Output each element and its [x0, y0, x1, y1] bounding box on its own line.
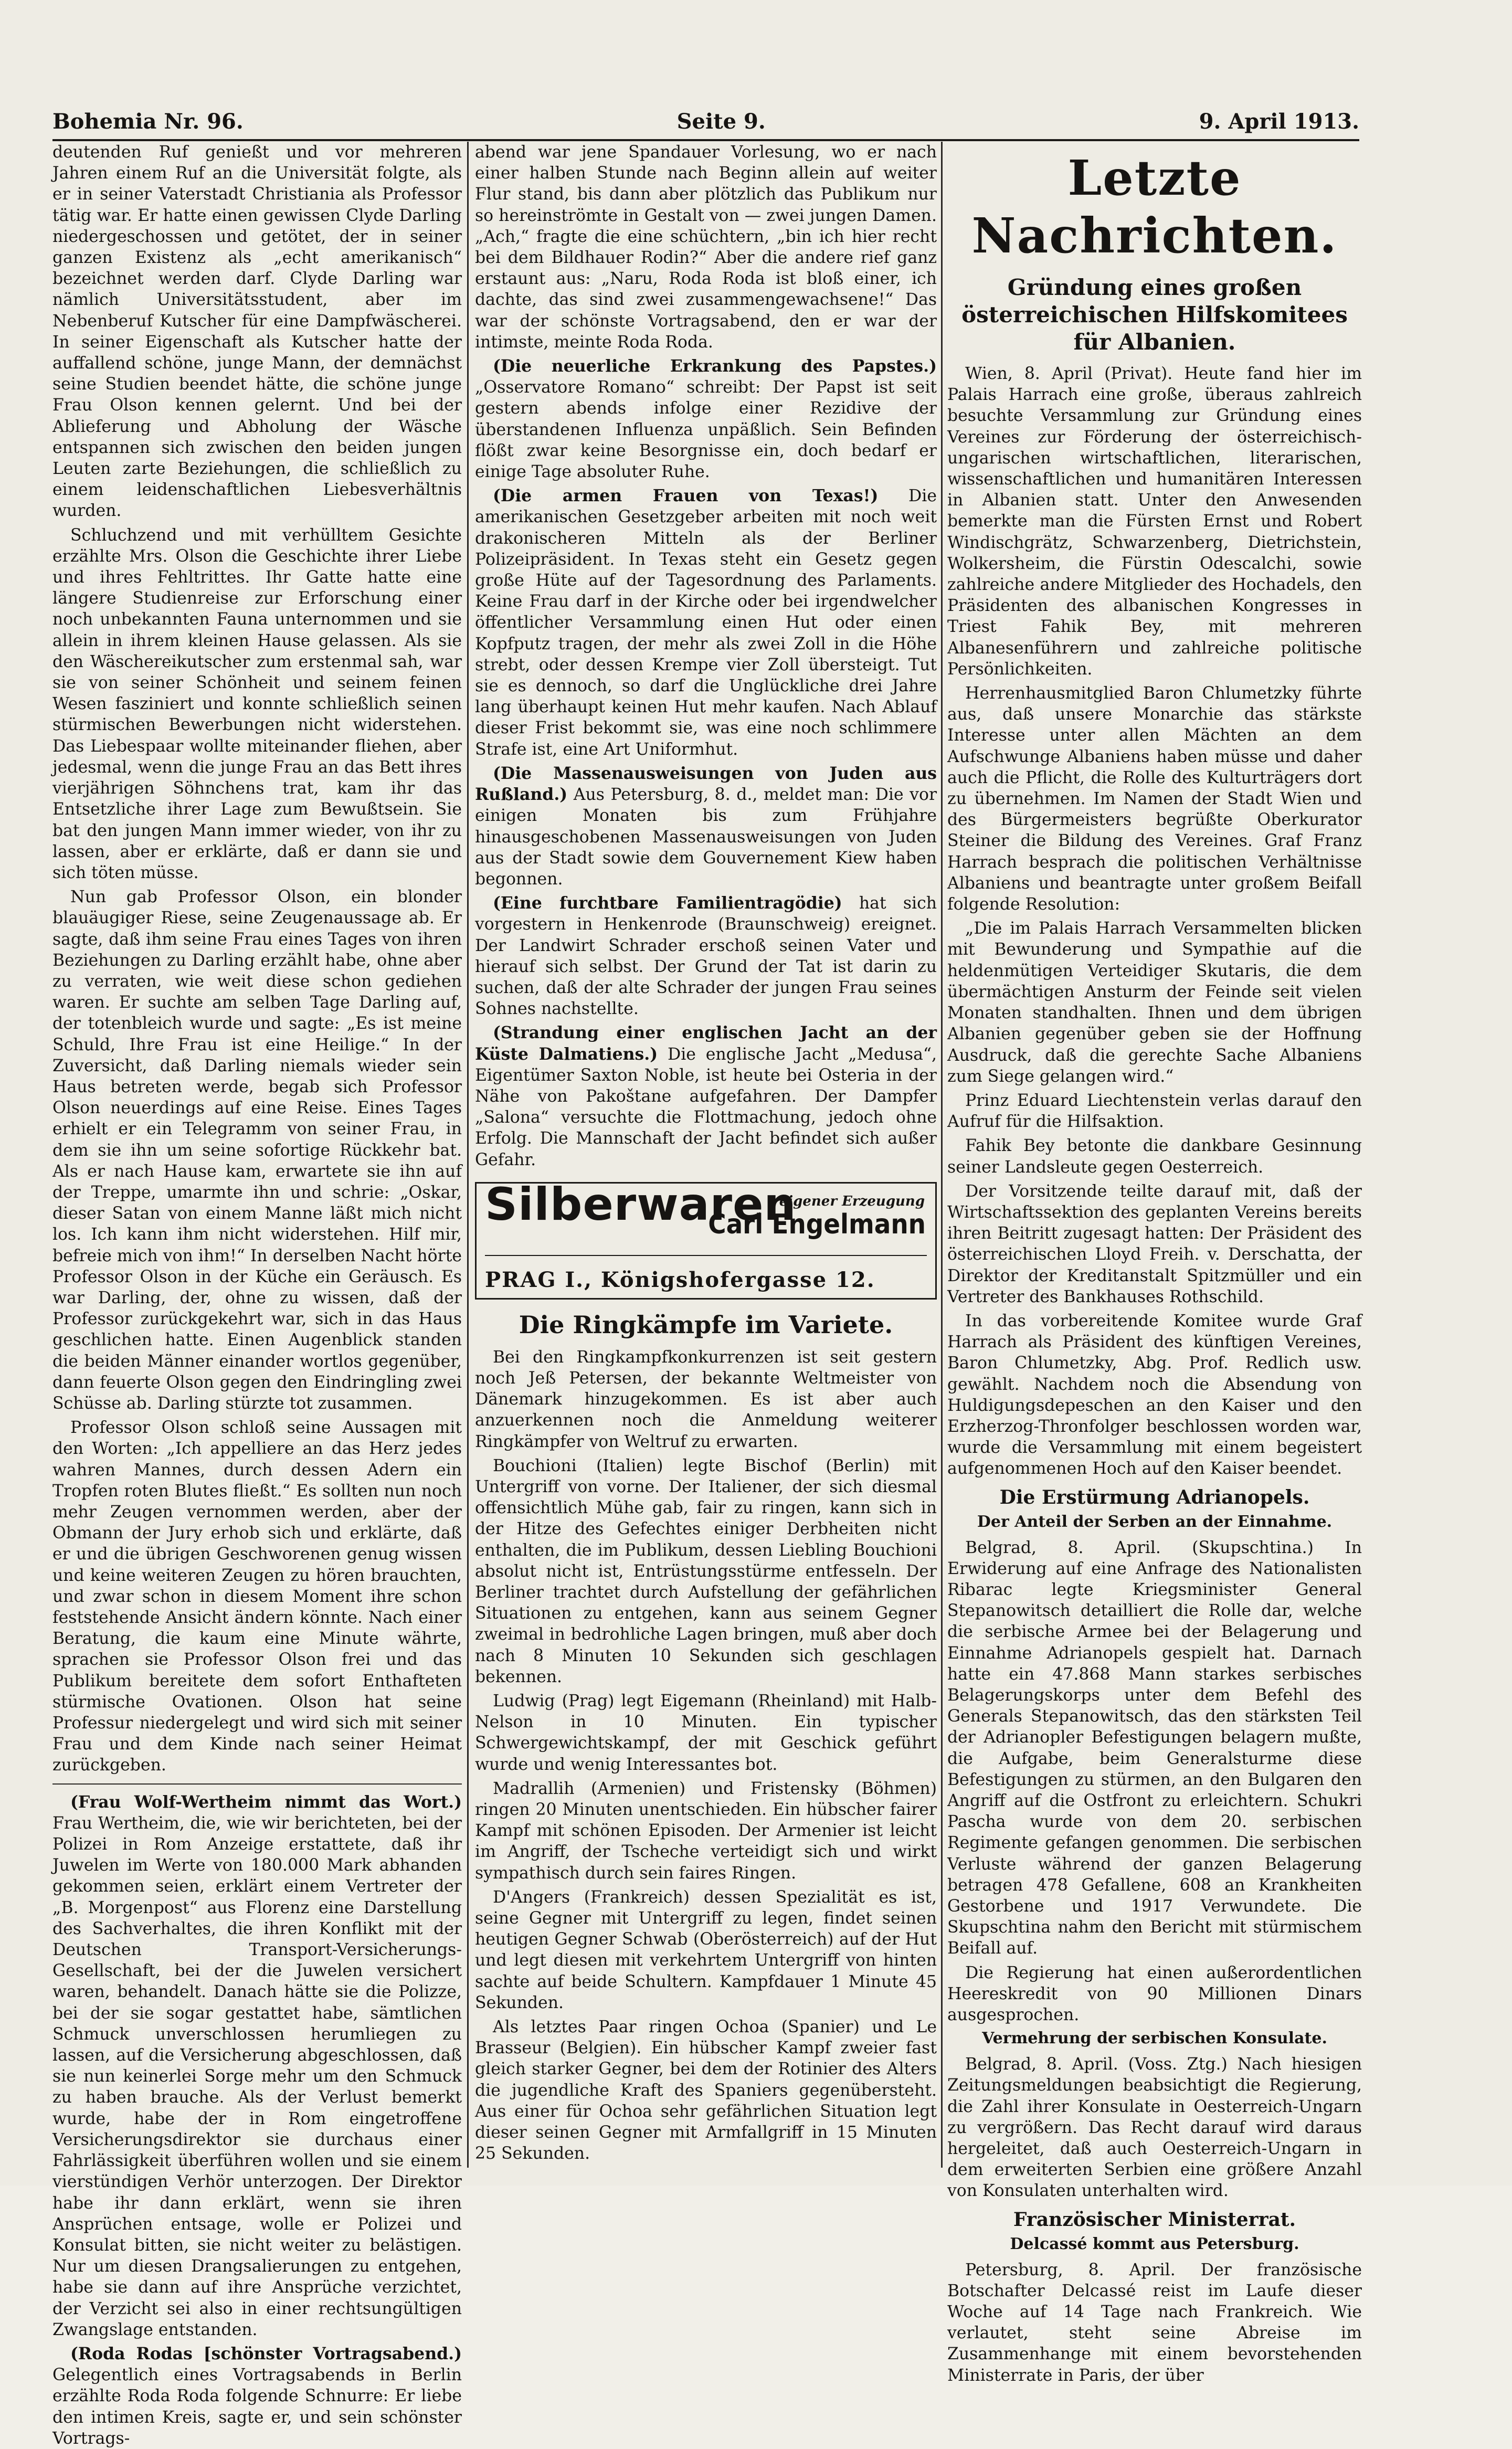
ad-product: Silberwaren — [485, 1178, 797, 1231]
article-body: Die amerikanischen Gesetzgeber arbeiten mit noch weit drakonischeren Mitteln als der Berliner Polizeipräsident. In Texas steht ein Gesetz gegen große Hüte auf der Tagesordnung des Parlaments. Keine Frau darf in der Kirche oder bei irgendwelcher öffentlicher Versammlung einen Hut oder einen Kopfputz tragen, der mehr als zwei Zoll in die Höhe strebt, oder dessen Krempe vier Zoll übersteigt. Tut sie es dennoch, so darf die Unglückliche drei Jahre lang überhaupt keinen Hut mehr kaufen. Nach Ablauf dieser Frist bekommt sie, was eine noch schlimmere Strafe ist, eine Art Uniformhut. — [475, 487, 937, 759]
silverware-advertisement — [475, 1178, 937, 1300]
article-paragraph: Als letztes Paar ringen Ochoa (Spanier) und Le Brasseur (Belgien). Ein hübscher Kampf zweier fast gleich starker Gegner, bei dem der Rotinier des Alters die jugendliche Kraft des Spaniers gegenübersteht. Aus einer für Ochoa sehr gefährlichen Situation legt dieser seinen Gegner mit Armfallgriff in 15 Minuten 25 Sekunden. — [475, 2018, 937, 2163]
article-paragraph: D'Angers (Frankreich) dessen Spezialität es ist, seine Gegner mit Untergriff zu legen, findet seinen heutigen Gegner Schwab (Oberösterreich) auf der Hut und legt diesen mit verkehrtem Untergriff von hinten sachte auf beide Schultern. Kampfdauer 1 Minute 45 Sekunden. — [475, 1887, 937, 2012]
article-kicker: (Frau Wolf-Wertheim nimmt das Wort.) — [70, 1792, 462, 1812]
article-paragraph: Die Regierung hat einen außerordentlichen Heereskredit von 90 Millionen Dinars ausgesprochen. — [947, 1963, 1362, 2025]
article-paragraph: Belgrad, 8. April. (Voss. Ztg.) Nach hiesigen Zeitungsmeldungen beabsichtigt die Regierung, die Zahl ihrer Konsulate in Oesterreich-Ungarn zu vergrößern. Das Recht darauf wird daraus hergeleitet, daß auch Oesterreich-Ungarn in dem erweiterten Serbien eine größere Anzahl von Konsulaten unterhalten wird. — [947, 2055, 1362, 2201]
article-kicker: (Die Massenausweisungen von Juden aus Rußland.) — [475, 763, 937, 805]
article-yacht — [475, 1022, 937, 1170]
article-roda-roda-continued: abend war jene Spandauer Vorlesung, wo er nach einer halben Stunde nach Beginn allein auf weiter Flur stand, bis dann aber plötzlich das Publikum nur so hereinströmte in Gestalt von — zwei jungen Damen. „Ach,“ fragte die eine schüchtern, „bin ich hier recht bei dem Bildhauer Rodin?“ Aber die andere rief ganz erstaunt aus: „Naru, Roda Roda ist bloß einer, ich dachte, das sind zwei zusammengewachsene!“ Das war der schönste Vortragsabend, den er war der intimste, meinte Roda Roda. — [475, 143, 937, 352]
headline-wrestling: Die Ringkämpfe im Variete. — [519, 1310, 893, 1339]
article-body: hat sich vorgestern in Henkenrode (Braunschweig) ereignet. Der Landwirt Schrader erschoß seinen Vater und hierauf sich selbst. Der Grund der Tat ist darin zu suchen, daß der alte Schrader der jungen Frau seines Sohnes nachstellte. — [475, 894, 937, 1019]
section-title-latest-news: Letzte Nachrichten. — [971, 150, 1338, 264]
article-paragraph: Nun gab Professor Olson, ein blonder blauäugiger Riese, seine Zeugenaussage ab. Er sagte, daß ihm seine Frau eines Tages von ihren Beziehungen zu Darling erzählt habe, ohne aber zu verraten, wie weit diese schon gediehen waren. Er suchte am selben Tage Darling auf, der totenbleich wurde und sagte: „Es ist meine Schuld, Ihre Frau ist eine Heilige.“ In der Zuversicht, daß Darling niemals wieder sein Haus betreten werde, begab sich Professor Olson neuerdings auf eine Reise. Eines Tages erhielt er ein Telegramm von seiner Frau, in dem sie ihn um seine sofortige Rückkehr bat. Als er nach Hause kam, erwartete sie ihn auf der Treppe, umarmte ihn und schrie: „Oskar, dieser Satan von einem Manne läßt mich nicht los. Ich kann ihm nicht widerstehen. Hilf mir, befreie mich von ihm!“ In derselben Nacht hörte Professor Olson in der Küche ein Geräusch. Es war Darling, der, ohne zu wissen, daß der Professor zurückgekehrt war, sich in das Haus geschlichen hatte. Einen Augenblick standen die beiden Männer einander wortlos gegenüber, dann feuerte Olson gegen den Eindringling zwei Schüsse ab. Darling stürzte tot zusammen. — [52, 888, 462, 1413]
article-paragraph: Belgrad, 8. April. (Skupschtina.) In Erwiderung auf eine Anfrage des Nationalisten Ribarac legte Kriegsminister General Stepanowitsch detailliert die Rolle dar, welche die serbische Armee bei der Belagerung und Einnahme Adrianopels gespielt hat. Darnach hatte ein 47.868 Mann starkes serbisches Belagerungskorps unter dem Befehl des Generals Stepanowitsch, das den stärksten Teil der Adrianopler Befestigungen belagern mußte, die Aufgabe, beim Generalsturme diese Befestigungen zu stürmen, an den Bulgaren den Angriff auf die Ostfront zu erleichtern. Schukri Pascha wurde von dem 20. serbischen Regimente gefangen genommen. Die serbischen Verluste während der ganzen Belagerung betragen 478 Gefallene, 608 an Krankheiten Gestorbene und 1917 Verwundete. Die Skupschtina nahm den Bericht mit stürmischem Beifall auf. — [947, 1538, 1362, 1958]
column-rule — [941, 142, 943, 2168]
article-body: Frau Wertheim, die, wie wir berichteten, bei der Polizei in Rom Anzeige erstattete, daß ihr Juwelen im Werte von 180.000 Mark abhanden gekommen seien, erklärt einem Vertreter der „B. Morgenpost“ aus Florenz eine Darstellung des Sachverhaltes, die ihren Konflikt mit der Deutschen Transport-Versicherungs-Gesellschaft, bei der die Juwelen versichert waren, behandelt. Danach hätte sie die Polizze, bei der sie sogar gestattet habe, sämtlichen Schmuck unverschlossen herumliegen zu lassen, auf die Versicherung abgeschlossen, daß sie nun keinerlei Sorge mehr um den Schmuck zu haben brauche. Als der Verlust bemerkt wurde, habe der in Rom eingetroffene Versicherungsdirektor sie durchaus einer Fahrlässigkeit überführen wollen und sie einem vierstündigen Verhör unterzogen. Der Direktor habe ihr dann erklärt, wenn sie ihren Ansprüchen entsage, wolle er Polizei und Konsulat bitten, sie nicht weiter zu belästigen. Nur um diesen Drangsalierungen zu entgehen, habe sie dann auf ihre Ansprüche verzichtet, der Verzicht sei also in einer rechtsungültigen Zwangslage entstanden. — [52, 1813, 462, 2339]
article-kicker: (Die armen Frauen von Texas!) — [493, 486, 879, 506]
article-texas — [475, 485, 937, 760]
ad-divider — [485, 1255, 927, 1256]
ad-tagline: eigener Erzeugung — [779, 1193, 925, 1209]
subheadline-serbs: Der Anteil der Serben an der Einnahme. — [977, 1512, 1333, 1531]
article-paragraph: „Die im Palais Harrach Versammelten blicken mit Bewunderung und Sympathie auf die heldenmütigen Verteidiger Skutaris, die dem übermächtigen Ansturm der Feinde seit vielen Monaten standhalten. Ihnen und dem übrigen Albanien gegenüber geben sie der Hoffnung Ausdruck, daß die gerechte Sache Albaniens zum Siege gelangen wird.“ — [947, 919, 1362, 1086]
article-paragraph: Herrenhausmitglied Baron Chlumetzky führte aus, daß unsere Monarchie das stärkste Interesse unter allen Mächten an dem Aufschwunge Albaniens haben müsse und daher auch die Pflicht, die Rolle des Kulturträgers dort zu übernehmen. Im Namen der Stadt Wien und des Bürgermeisters begrüßte Oberkurator Steiner die Bildung des Vereines. Graf Franz Harrach besprach die politischen Verhältnisse Albaniens und beantragte unter großem Beifall folgende Resolution: — [947, 684, 1362, 914]
headline-adrianople: Die Erstürmung Adrianopels. — [999, 1486, 1310, 1508]
ad-address: PRAG I., Königshofergasse 12. — [485, 1267, 875, 1292]
article-kicker: (Strandung einer englischen Jacht an der Küste Dalmatiens.) — [475, 1023, 937, 1064]
article-paragraph: In das vorbereitende Komitee wurde Graf Harrach als Präsident des künftigen Vereines, Baron Chlumetzky, Abg. Prof. Redlich usw. gewählt. Nachdem noch die Absendung von Huldigungsdepeschen an den Kaiser und den Erzherzog-Thronfolger beschlossen worden war, wurde die Versammlung mit einem begeistert aufgenommenen Hoch auf den Kaiser beendet. — [947, 1311, 1362, 1479]
article-paragraph: Ludwig (Prag) legt Eigemann (Rheinland) mit Halb-Nelson in 10 Minuten. Ein typischer Schwergewichtskampf, der mit Geschick geführt wurde und wenig Interessantes bot. — [475, 1692, 937, 1774]
article-paragraph: Schluchzend und mit verhülltem Gesichte erzählte Mrs. Olson die Geschichte ihrer Liebe und ihres Fehltrittes. Ihr Gatte hatte eine längere Studienreise zur Erforschung einer noch unbekannten Fauna unternommen und sie allein in ihrem kleinen Hause gelassen. Als sie den Wäschereikutscher zum erstenmal sah, war sie von seiner Schönheit und seinem feinen Wesen fasziniert und konnte schließlich seinen stürmischen Bewerbungen nicht widerstehen. Das Liebespaar wollte miteinander fliehen, aber jedesmal, wenn die junge Frau an das Bett ihres vierjährigen Söhnchens trat, kam ihr das Entsetzliche ihrer Lage zum Bewußtsein. Sie bat den jungen Mann immer wieder, von ihr zu lassen, aber er erklärte, daß er dann sie und sich töten müsse. — [52, 525, 462, 882]
issue-date: 9. April 1913. — [1199, 109, 1359, 134]
article-wertheim — [52, 1792, 462, 2340]
article-kicker: (Die neuerliche Erkrankung des Papstes.) — [493, 356, 937, 376]
headline-french-council: Französischer Ministerrat. — [1013, 2208, 1296, 2231]
column-rule — [467, 142, 469, 2168]
article-paragraph: Professor Olson schloß seine Aussagen mit den Worten: „Ich appelliere an das Herz jedes wahren Mannes, durch dessen Adern ein Tropfen roten Blutes fließt.“ Es sollten nun noch mehr Zeugen vernommen werden, aber der Obmann der Jury erhob sich und erklärte, daß er und die übrigen Geschworenen genug wissen und keine weiteren Zeugen zu hören brauchten, und zwar schon in diesem Moment ihre schon feststehende Ansicht ändern könnte. Nach einer Beratung, die kaum eine Minute währte, sprachen sie Professor Olson frei und das Publikum bereitete dem sofort Enthafteten stürmische Ovationen. Olson hat seine Professur niedergelegt und wird sich mit seiner Frau und dem Kinde nach seiner Heimat zurückgeben. — [52, 1418, 462, 1775]
article-kicker: (Roda Rodas [schönster Vortragsabend.) — [70, 2344, 462, 2363]
article-body: Die englische Jacht „Medusa“, Eigentümer Saxton Noble, ist heute bei Osteria in der Nähe von Pakoštane aufgefahren. Der Dampfer „Salona“ versuchte die Flottmachung, jedoch ohne Erfolg. Die Mannschaft der Jacht befindet sich außer Gefahr. — [475, 1044, 937, 1169]
article-tragedy — [475, 893, 937, 1019]
article-paragraph: Fahik Bey betonte die dankbare Gesinnung seiner Landsleute gegen Oesterreich. — [947, 1136, 1362, 1177]
article-kicker: (Eine furchtbare Familientragödie) — [493, 893, 842, 913]
article-body: Gelegentlich eines Vortragsabends in Berlin erzählte Roda Roda folgende Schnurre: Er liebe den intimen Kreis, sagte er, und sein schönster Vortrags- — [52, 2366, 462, 2448]
article-roda-roda — [52, 2344, 462, 2449]
headline-albania-committee: Gründung eines großen österreichischen Hilfskomitees für Albanien. — [961, 275, 1348, 355]
paper-issue: Bohemia Nr. 96. — [52, 109, 244, 134]
column-middle — [475, 142, 937, 2168]
article-paragraph: Der Vorsitzende teilte darauf mit, daß der Wirtschaftssektion des geplanten Vereins bereits ihren Beitritt zugesagt hatten: Der Präsident des österreichischen Lloyd Freih. v. Derschatta, der Direktor der Kreditanstalt Spitzmüller und ein Vertreter des Bankhauses Rothschild. — [947, 1181, 1362, 1306]
headline-consulates: Vermehrung der serbischen Konsulate. — [982, 2029, 1327, 2048]
article-paragraph: Bouchioni (Italien) legte Bischof (Berlin) mit Untergriff von vorne. Der Italiener, der sich diesmal offensichtlich Mühe gab, fair zu ringen, kann sich in der Hitze des Gefechtes einiger Derbheiten nicht enthalten, die im Publikum, dessen Liebling Bouchioni absolut nicht ist, Entrüstungsstürme entfesseln. Der Berliner trachtet durch Aufstellung der gefährlichen Situationen zu entgehen, kann aus seinem Gegner zweimal in bedrohliche Lagen bringen, muß aber doch nach 8 Minuten 10 Sekunden sich geschlagen bekennen. — [475, 1456, 937, 1686]
article-body: Aus Petersburg, 8. d., meldet man: Die vor einigen Monaten bis zum Frühjahre hinausgeschobenen Massenausweisungen von Juden aus der Stadt sowie dem Gouvernement Kiew haben begonnen. — [475, 785, 937, 889]
separator — [52, 1783, 462, 1785]
article-paragraph: Wien, 8. April (Privat). Heute fand hier im Palais Harrach eine große, überaus zahlreich besuchte Versammlung zur Gründung eines Vereines zur Förderung der österreichisch-ungarischen wirtschaftlichen, literarischen, wissenschaftlichen und humanitären Interessen in Albanien statt. Unter den Anwesenden bemerkte man die Fürsten Ernst und Robert Windischgrätz, Schwarzenberg, Dietrichstein, Wolkersheim, die Fürstin Odescalchi, sowie zahlreiche andere Mitglieder des Hochadels, den Präsidenten des albanischen Kongresses in Triest Fahik Bey, mit mehreren Albanesenführern und zahlreiche politische Persönlichkeiten. — [947, 364, 1362, 679]
article-paragraph: Petersburg, 8. April. Der französische Botschafter Delcassé reist im Laufe dieser Woche auf 14 Tage nach Frankreich. Wie verlautet, steht seine Abreise im Zusammenhange mit einem bevorstehenden Ministerrate in Paris, der über — [947, 2260, 1362, 2385]
ad-firm-name: Carl Engelmann — [708, 1208, 926, 1240]
article-paragraph: Madrallih (Armenien) und Fristensky (Böhmen) ringen 20 Minuten unentschieden. Ein hübscher fairer Kampf mit schönen Episoden. Der Armenier ist leicht im Angriff, der Tscheche verteidigt sich und wirkt sympathisch durch sein faires Ringen. — [475, 1779, 937, 1883]
page-number: Seite 9. — [676, 109, 766, 134]
article-body: „Osservatore Romano“ schreibt: Der Papst ist seit gestern abends infolge einer Rezidive der überstandenen Influenza unpäßlich. Sein Befinden flößt zwar keine Besorgnisse ein, doch bedarf er einige Tage absoluter Ruhe. — [475, 378, 937, 482]
column-right — [947, 142, 1362, 2385]
masthead — [52, 97, 1359, 141]
subheadline-delcasse: Delcassé kommt aus Petersburg. — [1010, 2234, 1299, 2253]
article-olson-continued: deutenden Ruf genießt und vor mehreren Jahren einem Ruf an die Universität folgte, als er in seiner Vaterstadt Christiania als Professor tätig war. Er hatte einen gewissen Clyde Darling niedergeschossen und getötet, der in seiner ganzen Existenz als „echt amerikanisch“ bezeichnet werden darf. Clyde Darling war nämlich Universitätsstudent, aber im Nebenberuf Kutscher für eine Dampfwäscherei. In seiner Eigenschaft als Kutscher hatte der auffallend schöne, junge Mann, der demnächst seine Studien beendet hätte, die schöne junge Frau Olson kennen gelernt. Und bei der Ablieferung und Abholung der Wäsche entspannen sich zwischen den beiden jungen Leuten zarte Beziehungen, die schließlich zu einem leidenschaftlichen Liebesverhältnis wurden. — [52, 143, 462, 521]
article-pope — [475, 356, 937, 482]
article-russia — [475, 763, 937, 890]
column-left — [52, 142, 462, 2448]
article-paragraph: Bei den Ringkampfkonkurrenzen ist seit gestern noch Jeß Petersen, der bekannte Weltmeister von Dänemark hinzugekommen. Es ist aber auch anzuerkennen noch die Anmeldung weiterer Ringkämpfer von Weltruf zu erwarten. — [475, 1347, 937, 1451]
article-paragraph: Prinz Eduard Liechtenstein verlas darauf den Aufruf für die Hilfsaktion. — [947, 1091, 1362, 1132]
